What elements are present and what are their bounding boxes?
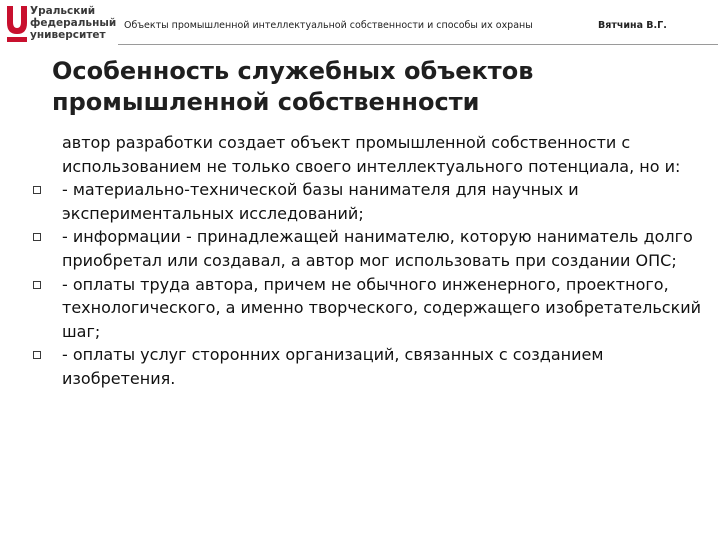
logo-line-3: университет bbox=[30, 29, 106, 41]
slide-header bbox=[0, 0, 720, 48]
square-bullet-icon bbox=[33, 281, 41, 289]
bullet-text: - оплаты труда автора, причем не обычного инженерного, проектного, технологического, а именно творческого, содержащего изобретательский шаг; bbox=[62, 274, 702, 341]
bullet-item bbox=[32, 343, 702, 390]
square-bullet-icon bbox=[33, 186, 41, 194]
intro-paragraph: автор разработки создает объект промышленной собственности с использованием не только своего интеллектуального потенциала, но и: bbox=[62, 133, 681, 176]
logo-line-1: Уральский bbox=[30, 5, 96, 17]
slide-title-line-2: промышленной собственности bbox=[52, 88, 480, 116]
ural-university-logo-icon bbox=[6, 4, 28, 44]
bullet-text: - информации - принадлежащей нанимателю, которую наниматель долго приобретал или создавал, а автор мог использовать при создании ОПС; bbox=[62, 227, 693, 270]
bullet-item bbox=[32, 178, 702, 225]
header-course-title: Объекты промышленной интеллектуальной собственности и способы их охраны bbox=[124, 20, 533, 31]
bullet-text: - материально-технической базы нанимателя для научных и экспериментальных исследований; bbox=[62, 180, 579, 223]
bullet-text: - оплаты услуг сторонних организаций, связанных с созданием изобретения. bbox=[62, 345, 604, 388]
slide-title-line-1: Особенность служебных объектов bbox=[52, 57, 534, 85]
square-bullet-icon bbox=[33, 233, 41, 241]
slide-title bbox=[52, 56, 692, 118]
header-divider bbox=[118, 44, 718, 45]
university-logo bbox=[6, 4, 116, 44]
bullet-item bbox=[32, 273, 702, 344]
logo-line-2: федеральный bbox=[30, 17, 117, 29]
logo-text bbox=[30, 5, 116, 41]
header-author: Вятчина В.Г. bbox=[598, 20, 667, 31]
square-bullet-icon bbox=[33, 351, 41, 359]
bullet-item bbox=[32, 225, 702, 272]
slide-body bbox=[32, 131, 702, 391]
